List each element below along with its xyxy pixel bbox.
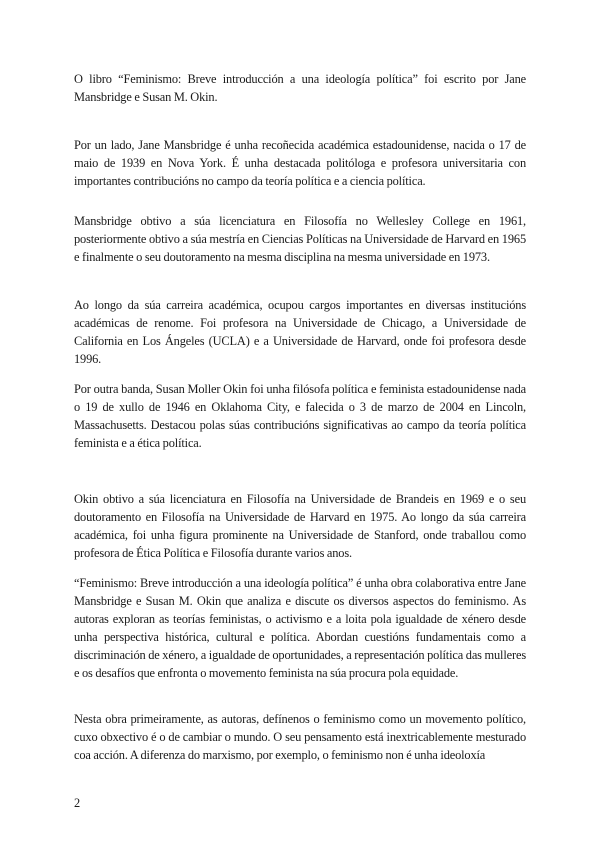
paragraph-mansbridge-education: Mansbridge obtivo a súa licenciatura en Filosofía no Wellesley College en 1961, posteriormente obtivo a súa mestría en Ciencias Políticas na Universidade de Harvard en 1965 e finalmente o seu doutoramento na mesma disciplina na mesma universidade en 1973. xyxy=(74,214,526,264)
paragraph-book-intro: O libro “Feminismo: Breve introducción a una ideología política” foi escrito por Jane Mansbridge e Susan M. Okin. xyxy=(74,72,526,104)
paragraph-feminism-definition: Nesta obra primeiramente, as autoras, defínenos o feminismo como un movemento político, cuxo obxectivo é o de cambiar o mundo. O seu pensamento está inextricablemente mesturado coa acción. A diferenza do marxismo, por exemplo, o feminismo non é unha ideoloxía xyxy=(74,712,526,762)
paragraph-okin-bio: Por outra banda, Susan Moller Okin foi unha filósofa política e feminista estadounidense nada o 19 de xullo de 1946 en Oklahoma City, e falecida o 3 de marzo de 2004 en Lincoln, Massachusetts. Destacou polas súas contribucións significativas ao campo da teoría política feminista e a ética política. xyxy=(74,382,526,450)
paragraph-okin-education: Okin obtivo a súa licenciatura en Filosofía na Universidade de Brandeis en 1969 e o seu doutoramento en Filosofía na Universidade de Harvard en 1975. Ao longo da súa carreira académica, foi unha figura prominente na Universidade de Stanford, onde traballou como profesora de Ética Política e Filosofía durante varios anos. xyxy=(74,492,526,560)
page-number: 2 xyxy=(74,796,81,810)
paragraph-book-summary: “Feminismo: Breve introducción a una ideología política” é unha obra colaborativa entre Jane Mansbridge e Susan M. Okin que analiza e discute os diversos aspectos do feminismo. As autoras exploran as teorías feministas, o activismo e a loita pola igualdade de xénero desde unha perspectiva histórica, cultural e política. Abordan cuestións fundamentais como a discriminación de xénero, a igualdade de oportunidades, a representación política das mulleres e os desafíos que enfronta o movemento feminista na súa procura pola equidade. xyxy=(74,576,526,680)
paragraph-mansbridge-bio: Por un lado, Jane Mansbridge é unha recoñecida académica estadounidense, nacida o 17 de maio de 1939 en Nova York. É unha destacada politóloga e profesora universitaria con importantes contribucións no campo da teoría política e a ciencia política. xyxy=(74,138,526,188)
paragraph-mansbridge-career: Ao longo da súa carreira académica, ocupou cargos importantes en diversas institucións académicas de renome. Foi profesora na Universidade de Chicago, a Universidade de California en Los Ángeles (UCLA) e a Universidade de Harvard, onde foi profesora desde 1996. xyxy=(74,298,526,366)
